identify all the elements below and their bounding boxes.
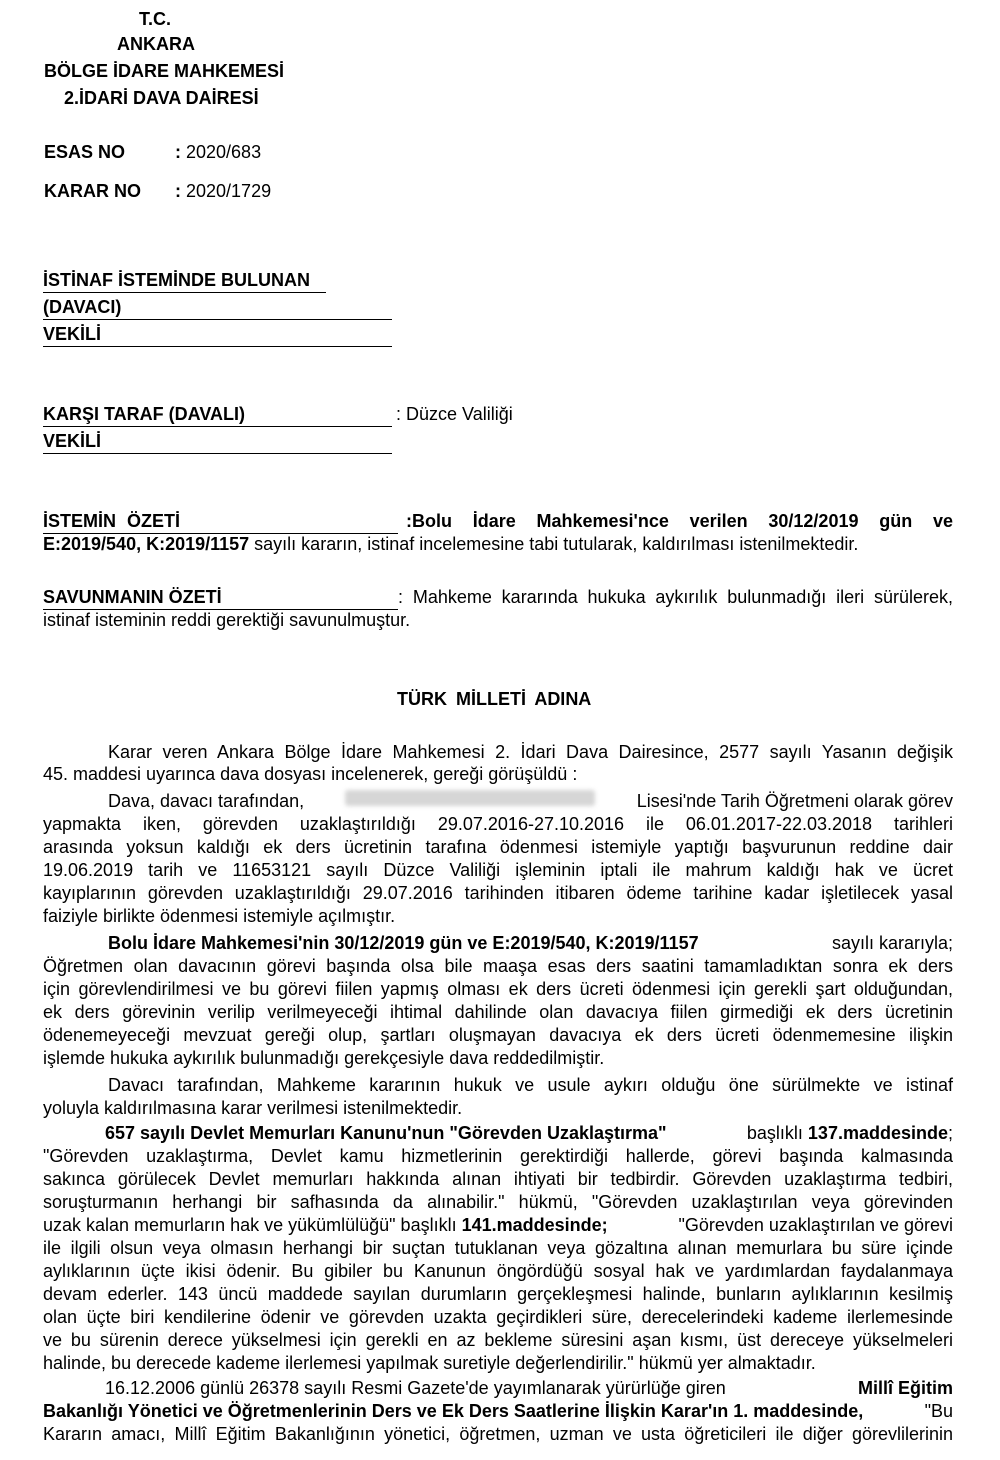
p5-line7: aylıklarının üçte ikisi ödenir. Bu gibiler bu Kanunun öngördüğü sosyal hak ve yardımlardan faydalanmaya — [43, 1261, 953, 1281]
defense-line1: : Mahkeme kararında hukuka aykırılık bulunmadığı ileri sürülerek, — [398, 587, 953, 607]
value-colon: : — [175, 181, 181, 201]
appellant-attorney-underline — [43, 346, 392, 347]
p5-line6: ile ilgili olsun veya olmasın herhangi bir suçtan tutuklanan veya gözaltına alınan memurlara bu süre içinde — [43, 1238, 953, 1258]
redacted-school-name — [345, 790, 595, 806]
karar-value — [175, 180, 271, 202]
karar-label: KARAR NO — [44, 181, 141, 201]
appellant-attorney-label: VEKİLİ — [43, 324, 102, 344]
header-chamber: 2.İDARİ DAVA DAİRESİ — [64, 88, 259, 108]
p2-line1: Dava, davacı tarafından, Lisesi'nde Tarih Öğretmeni olarak görev — [108, 791, 953, 811]
respondent-attorney-label: VEKİLİ — [43, 431, 102, 451]
request-line1: :Bolu İdare Mahkemesi'nce verilen 30/12/2019 gün ve — [406, 511, 953, 531]
p6-line1: 16.12.2006 günlü 26378 sayılı Resmi Gazete'de yayımlanarak yürürlüğe giren Millî Eğitim — [105, 1378, 953, 1398]
p1-line2: 45. maddesi uyarınca dava dosyası incelenerek, gereği görüşüldü : — [43, 764, 578, 784]
p3-line4: ek ders görevinin verilip verilmeyeceği ihtimal dahilinde olan davacıya fiilen girmediği ek ders ücretinin — [43, 1002, 953, 1022]
p5-line9: olan üçte biri kendilerine ödenir ve görevden uzakta geçirdikleri süre, derecelerindeki kademe ilerlemesinde — [43, 1307, 953, 1327]
p5-line5: uzak kalan memurların hak ve yükümlülüğü" başlıklı 141.maddesinde; "Görevden uzaklaştırılan ve görevi — [43, 1215, 953, 1235]
appellant-underline — [43, 292, 326, 293]
p3-line2: Öğretmen olan davacının görevi başında olsa bile maaşa esas ders saatini tamamladıktan sonra ek ders — [43, 956, 953, 976]
p6-line3: Kararın amacı, Millî Eğitim Bakanlığının yönetici, öğretmen, uzman ve usta öğreticileri ile diğer görevlilerinin — [43, 1424, 953, 1444]
p2-line2: yapmakta iken, görevden uzaklaştırıldığı 29.07.2016-27.10.2016 ile 06.01.2017-22.03.2018 tarihleri — [43, 814, 953, 834]
value-colon: : — [175, 142, 181, 162]
request-line2: E:2019/540, K:2019/1157 sayılı kararın, istinaf incelemesine tabi tutularak, kaldırılması istenilmektedir. — [43, 534, 859, 554]
p3-line1: Bolu İdare Mahkemesi'nin 30/12/2019 gün ve E:2019/540, K:2019/1157 sayılı kararıyla; — [108, 933, 953, 953]
p5-line4: soruşturmanın herhangi bir safhasında da alınabilir." hükmü, "Görevden uzaklaştırılan veya görevinden — [43, 1192, 953, 1212]
esas-label: ESAS NO — [44, 142, 126, 162]
request-label: İSTEMİN ÖZETİ — [43, 511, 181, 531]
document-title: TÜRK MİLLETİ ADINA — [397, 689, 592, 709]
p1-line1: Karar veren Ankara Bölge İdare Mahkemesi 2. İdari Dava Dairesince, 2577 sayılı Yasanın değişik — [108, 742, 953, 762]
p3-line6: işlemde hukuka aykırılık bulunmadığı gerekçesiyle dava reddedilmiştir. — [43, 1048, 605, 1068]
p3-line3: için görevlendirilmesi ve bu görevi fiilen yapmış olması ek ders ücreti ödenmesi için gerekli şart olduğundan, — [43, 979, 953, 999]
p5-line8: devam ederler. 143 üncü maddede sayılan durumların gerçekleşmesi halinde, bunların aylıklarının kesilmiş — [43, 1284, 953, 1304]
value-number: 2020/1729 — [181, 181, 272, 201]
p2-line5: kayıplarının görevden uzaklaştırıldığı 29.07.2016 tarihinden itibaren ödeme tarihine kadar işletilecek yasal — [43, 883, 953, 903]
defense-line2: istinaf isteminin reddi gerektiği savunulmuştur. — [43, 610, 411, 630]
value-number: 2020/683 — [181, 142, 262, 162]
p3-line5: ödenemeyeceği mevzuat gereği olup, şartları oluşmayan davacıya ek ders ücreti ödenmemesine ilişkin — [43, 1025, 953, 1045]
respondent-attorney-underline — [43, 453, 392, 454]
respondent-underline — [43, 426, 392, 427]
p6-line2: Bakanlığı Yönetici ve Öğretmenlerinin Ders ve Ek Ders Saatlerine İlişkin Karar'ın 1. maddesinde, "Bu — [43, 1401, 953, 1421]
p5-line2: "Görevden uzaklaştırma, Devlet kamu hizmetlerinin gerektirdiği hallerde, görevi başında kalmasında — [43, 1146, 953, 1166]
p2-line3: arasında yoksun kaldığı ek ders ücretinin tarafına ödenmesi istemiyle yaptığı başvurunun reddine dair — [43, 837, 953, 857]
p4-line2: yoluyla kaldırılmasına karar verilmesi istenilmektedir. — [43, 1098, 463, 1118]
p5-line1: 657 sayılı Devlet Memurları Kanunu'nun "Görevden Uzaklaştırma" başlıklı 137.maddesinde; — [105, 1123, 953, 1143]
plaintiff-underline — [43, 319, 392, 320]
header-court: BÖLGE İDARE MAHKEMESİ — [44, 61, 285, 81]
respondent-label: KARŞI TARAF (DAVALI) — [43, 404, 245, 424]
appellant-label: İSTİNAF İSTEMİNDE BULUNAN — [43, 270, 310, 290]
p2-line6: faiziyle birlikte ödenmesi istemiyle açılmıştır. — [43, 906, 396, 926]
esas-value — [175, 141, 261, 163]
p5-line10: ve bu sürenin derece yükselmesi için gerekli en az bekleme süresini aşan kısmı, üst dereceye yükselmeleri — [43, 1330, 953, 1350]
p4-line1: Davacı tarafından, Mahkeme kararının hukuk ve usule aykırı olduğu öne sürülmekte ve istinaf — [108, 1075, 953, 1095]
p5-line11: halinde, bu derecede kademe ilerlemesi yapılmak suretiyle değerlendirilir." hükmü yer almaktadır. — [43, 1353, 816, 1373]
p5-line3: sakınca görülecek Devlet memurları hakkında alınan ihtiyati bir tedbirdir. Görevden uzaklaştırma tedbiri, — [43, 1169, 953, 1189]
header-tc: T.C. — [139, 9, 172, 29]
header-ankara: ANKARA — [117, 34, 195, 54]
plaintiff-label: (DAVACI) — [43, 297, 122, 317]
defense-label: SAVUNMANIN ÖZETİ — [43, 587, 222, 607]
p2-line4: 19.06.2019 tarih ve 11653121 sayılı Düzce Valiliği işleminin iptali ile mahrum kaldığı hak ve ücret — [43, 860, 953, 880]
respondent-value: : Düzce Valiliği — [396, 404, 513, 424]
